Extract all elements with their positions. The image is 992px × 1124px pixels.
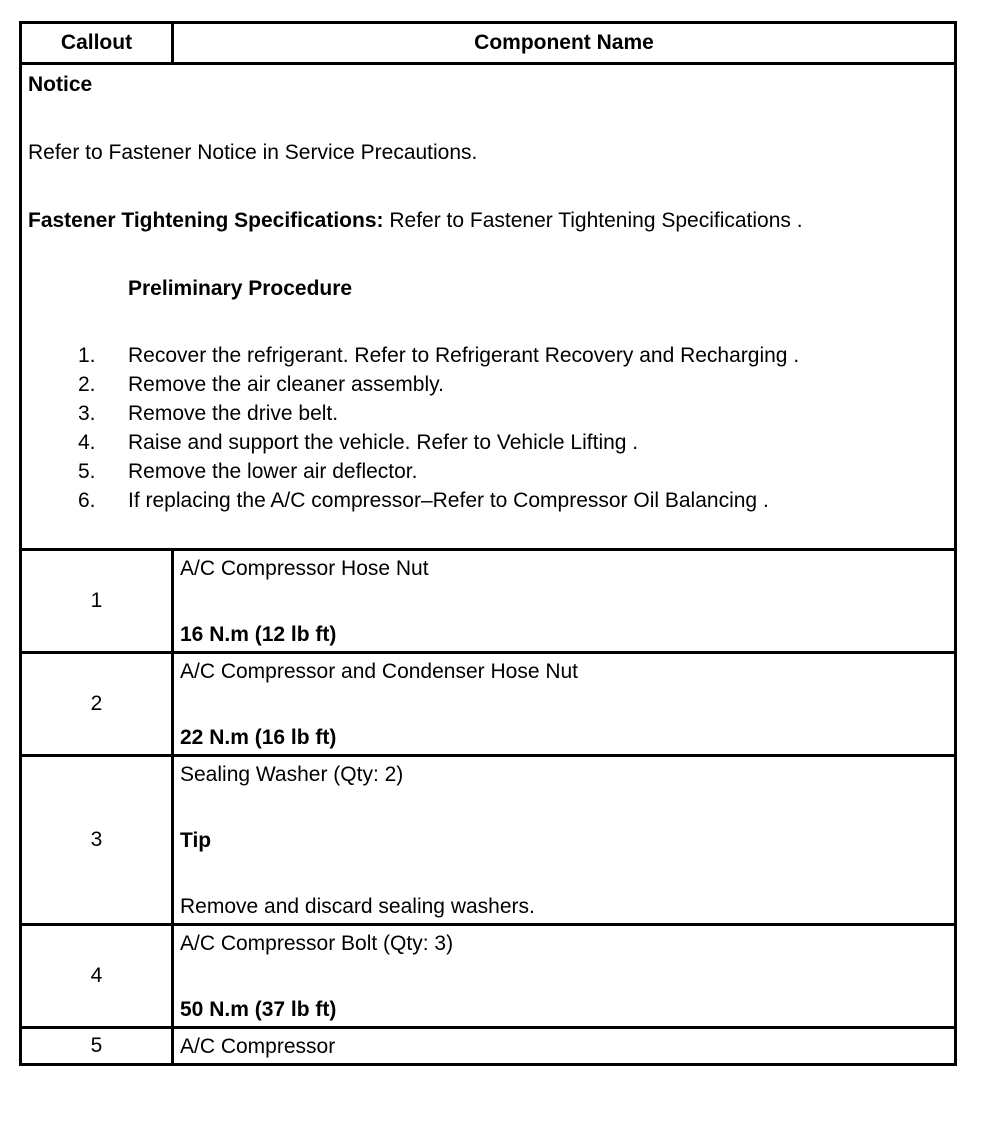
component-name: A/C Compressor Hose Nut: [180, 557, 429, 580]
table-row: [21, 653, 956, 756]
callout-number: 2: [21, 653, 173, 756]
table-row: [21, 756, 956, 925]
fastener-spec-label: Fastener Tightening Specifications:: [28, 209, 384, 232]
list-item: 5. Remove the lower air deflector.: [78, 460, 418, 483]
component-name-cell: [173, 925, 956, 1028]
list-item: 2. Remove the air cleaner assembly.: [78, 373, 444, 396]
component-name-cell: [173, 756, 956, 925]
torque-spec: 22 N.m (16 lb ft): [180, 726, 337, 749]
fastener-spec-line: [28, 209, 948, 233]
notice-text: Refer to Fastener Notice in Service Precautions.: [28, 141, 478, 164]
component-name: A/C Compressor: [180, 1035, 336, 1058]
preliminary-procedure-title: Preliminary Procedure: [128, 277, 353, 300]
notice-cell: [21, 64, 956, 550]
notice-row: [21, 64, 956, 550]
callout-number: 1: [21, 550, 173, 653]
table-row: [21, 1028, 956, 1065]
callout-number: 5: [21, 1028, 173, 1065]
callout-number: 3: [21, 756, 173, 925]
component-name-cell: [173, 550, 956, 653]
list-item: 6. If replacing the A/C compressor–Refer to Compressor Oil Balancing .: [78, 489, 769, 512]
component-name: A/C Compressor and Condenser Hose Nut: [180, 660, 579, 683]
header-row: [21, 23, 956, 64]
component-table: [19, 21, 957, 1066]
list-item: 4. Raise and support the vehicle. Refer to Vehicle Lifting .: [78, 431, 639, 454]
tip-label: Tip: [180, 829, 212, 852]
component-name-cell: [173, 1028, 956, 1065]
fastener-spec-text: Refer to Fastener Tightening Specifications .: [383, 209, 803, 232]
component-name-cell: [173, 653, 956, 756]
component-name: A/C Compressor Bolt (Qty: 3): [180, 932, 454, 955]
torque-spec: 50 N.m (37 lb ft): [180, 998, 337, 1021]
callout-number: 4: [21, 925, 173, 1028]
table-row: [21, 550, 956, 653]
list-item: 1. Recover the refrigerant. Refer to Refrigerant Recovery and Recharging .: [78, 344, 800, 367]
tip-text: Remove and discard sealing washers.: [180, 895, 535, 918]
header-component-name: Component Name: [173, 23, 956, 64]
list-item: 3. Remove the drive belt.: [78, 402, 339, 425]
header-callout: Callout: [21, 23, 173, 64]
notice-title: Notice: [28, 73, 93, 96]
torque-spec: 16 N.m (12 lb ft): [180, 623, 337, 646]
table-row: [21, 925, 956, 1028]
component-name: Sealing Washer (Qty: 2): [180, 763, 404, 786]
procedure-steps: [28, 341, 948, 515]
